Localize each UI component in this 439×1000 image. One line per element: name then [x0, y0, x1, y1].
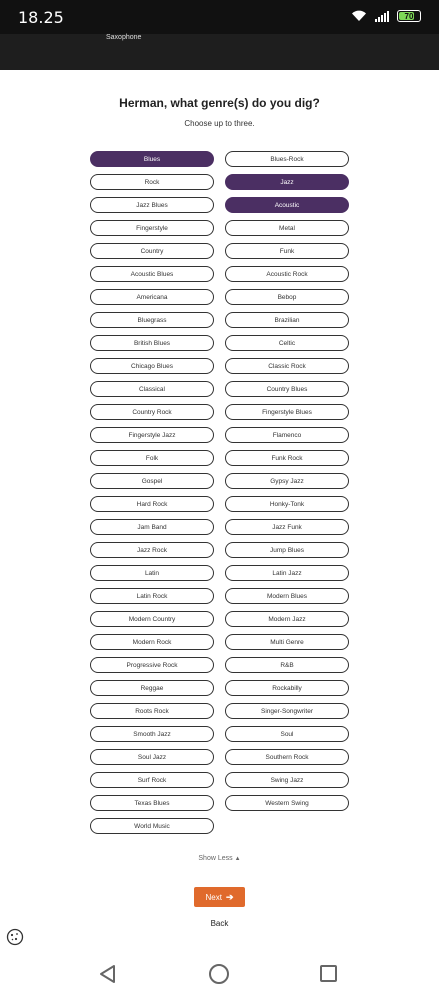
genre-option[interactable]: Jazz Funk: [225, 519, 349, 535]
genre-option[interactable]: Fingerstyle Blues: [225, 404, 349, 420]
page-subtitle: Choose up to three.: [184, 119, 255, 128]
next-button-label: Next: [205, 892, 222, 902]
genre-option[interactable]: Country: [90, 243, 214, 259]
genre-option[interactable]: Funk Rock: [225, 450, 349, 466]
arrow-right-icon: ➔: [225, 891, 234, 902]
battery-icon: [397, 10, 421, 22]
genre-option[interactable]: Jazz Blues: [90, 197, 214, 213]
genre-option[interactable]: Western Swing: [225, 795, 349, 811]
previous-selection: Saxophone: [106, 34, 142, 41]
genre-option[interactable]: Chicago Blues: [90, 358, 214, 374]
genre-option[interactable]: Fingerstyle Jazz: [90, 427, 214, 443]
genre-option[interactable]: Jam Band: [90, 519, 214, 535]
status-time: 18.25: [18, 8, 64, 27]
genre-option[interactable]: Soul Jazz: [90, 749, 214, 765]
genre-option[interactable]: Modern Country: [90, 611, 214, 627]
genre-option[interactable]: Rockabilly: [225, 680, 349, 696]
square-recent-icon[interactable]: [320, 965, 337, 982]
genre-option[interactable]: Country Blues: [225, 381, 349, 397]
triangle-back-icon[interactable]: [98, 964, 118, 984]
show-less-toggle[interactable]: [0, 855, 439, 862]
show-less-label: Show Less: [198, 855, 233, 862]
genre-option[interactable]: Blues: [90, 151, 214, 167]
next-button[interactable]: [194, 887, 245, 907]
status-bar: [0, 0, 439, 34]
genre-option[interactable]: Singer-Songwriter: [225, 703, 349, 719]
genre-option[interactable]: Surf Rock: [90, 772, 214, 788]
system-nav-bar: [0, 950, 439, 1000]
genre-option[interactable]: Jump Blues: [225, 542, 349, 558]
genre-option[interactable]: Country Rock: [90, 404, 214, 420]
genre-option[interactable]: Classical: [90, 381, 214, 397]
genre-option[interactable]: Bluegrass: [90, 312, 214, 328]
genre-option[interactable]: Classic Rock: [225, 358, 349, 374]
genre-option[interactable]: Modern Rock: [90, 634, 214, 650]
genre-option[interactable]: Flamenco: [225, 427, 349, 443]
genre-option[interactable]: Acoustic Rock: [225, 266, 349, 282]
genre-grid: [90, 151, 349, 834]
genre-option[interactable]: Soul: [225, 726, 349, 742]
genre-option[interactable]: Latin: [90, 565, 214, 581]
genre-option[interactable]: Modern Blues: [225, 588, 349, 604]
genre-option[interactable]: Latin Jazz: [225, 565, 349, 581]
genre-option[interactable]: Progressive Rock: [90, 657, 214, 673]
genre-option[interactable]: Hard Rock: [90, 496, 214, 512]
chevron-up-icon: ▲: [234, 856, 241, 862]
genre-option[interactable]: Honky-Tonk: [225, 496, 349, 512]
genre-option[interactable]: Roots Rock: [90, 703, 214, 719]
cookie-icon[interactable]: [6, 928, 24, 946]
genre-option[interactable]: Texas Blues: [90, 795, 214, 811]
genre-option[interactable]: Blues-Rock: [225, 151, 349, 167]
genre-option[interactable]: Rock: [90, 174, 214, 190]
genre-option[interactable]: Fingerstyle: [90, 220, 214, 236]
genre-option[interactable]: Latin Rock: [90, 588, 214, 604]
genre-option[interactable]: Funk: [225, 243, 349, 259]
genre-option[interactable]: Southern Rock: [225, 749, 349, 765]
signal-icon: [375, 10, 389, 22]
genre-option[interactable]: Multi Genre: [225, 634, 349, 650]
top-band: [0, 34, 439, 70]
genre-option[interactable]: Celtic: [225, 335, 349, 351]
genre-option[interactable]: R&B: [225, 657, 349, 673]
circle-home-icon[interactable]: [209, 964, 229, 984]
genre-option[interactable]: British Blues: [90, 335, 214, 351]
page-title: Herman, what genre(s) do you dig?: [119, 96, 320, 110]
genre-option[interactable]: Reggae: [90, 680, 214, 696]
battery-level: 70: [404, 11, 414, 21]
genre-option[interactable]: Jazz Rock: [90, 542, 214, 558]
genre-option[interactable]: Acoustic Blues: [90, 266, 214, 282]
genre-option[interactable]: Smooth Jazz: [90, 726, 214, 742]
genre-option[interactable]: Swing Jazz: [225, 772, 349, 788]
back-link[interactable]: Back: [210, 919, 229, 928]
genre-option[interactable]: Brazilian: [225, 312, 349, 328]
wifi-icon: [351, 10, 367, 22]
genre-option[interactable]: Gypsy Jazz: [225, 473, 349, 489]
status-icons: [351, 10, 421, 22]
genre-option[interactable]: Modern Jazz: [225, 611, 349, 627]
genre-option[interactable]: Gospel: [90, 473, 214, 489]
genre-option[interactable]: Jazz: [225, 174, 349, 190]
genre-option[interactable]: World Music: [90, 818, 214, 834]
genre-option[interactable]: Bebop: [225, 289, 349, 305]
genre-option[interactable]: Folk: [90, 450, 214, 466]
genre-option[interactable]: Americana: [90, 289, 214, 305]
genre-option[interactable]: Metal: [225, 220, 349, 236]
genre-option[interactable]: Acoustic: [225, 197, 349, 213]
